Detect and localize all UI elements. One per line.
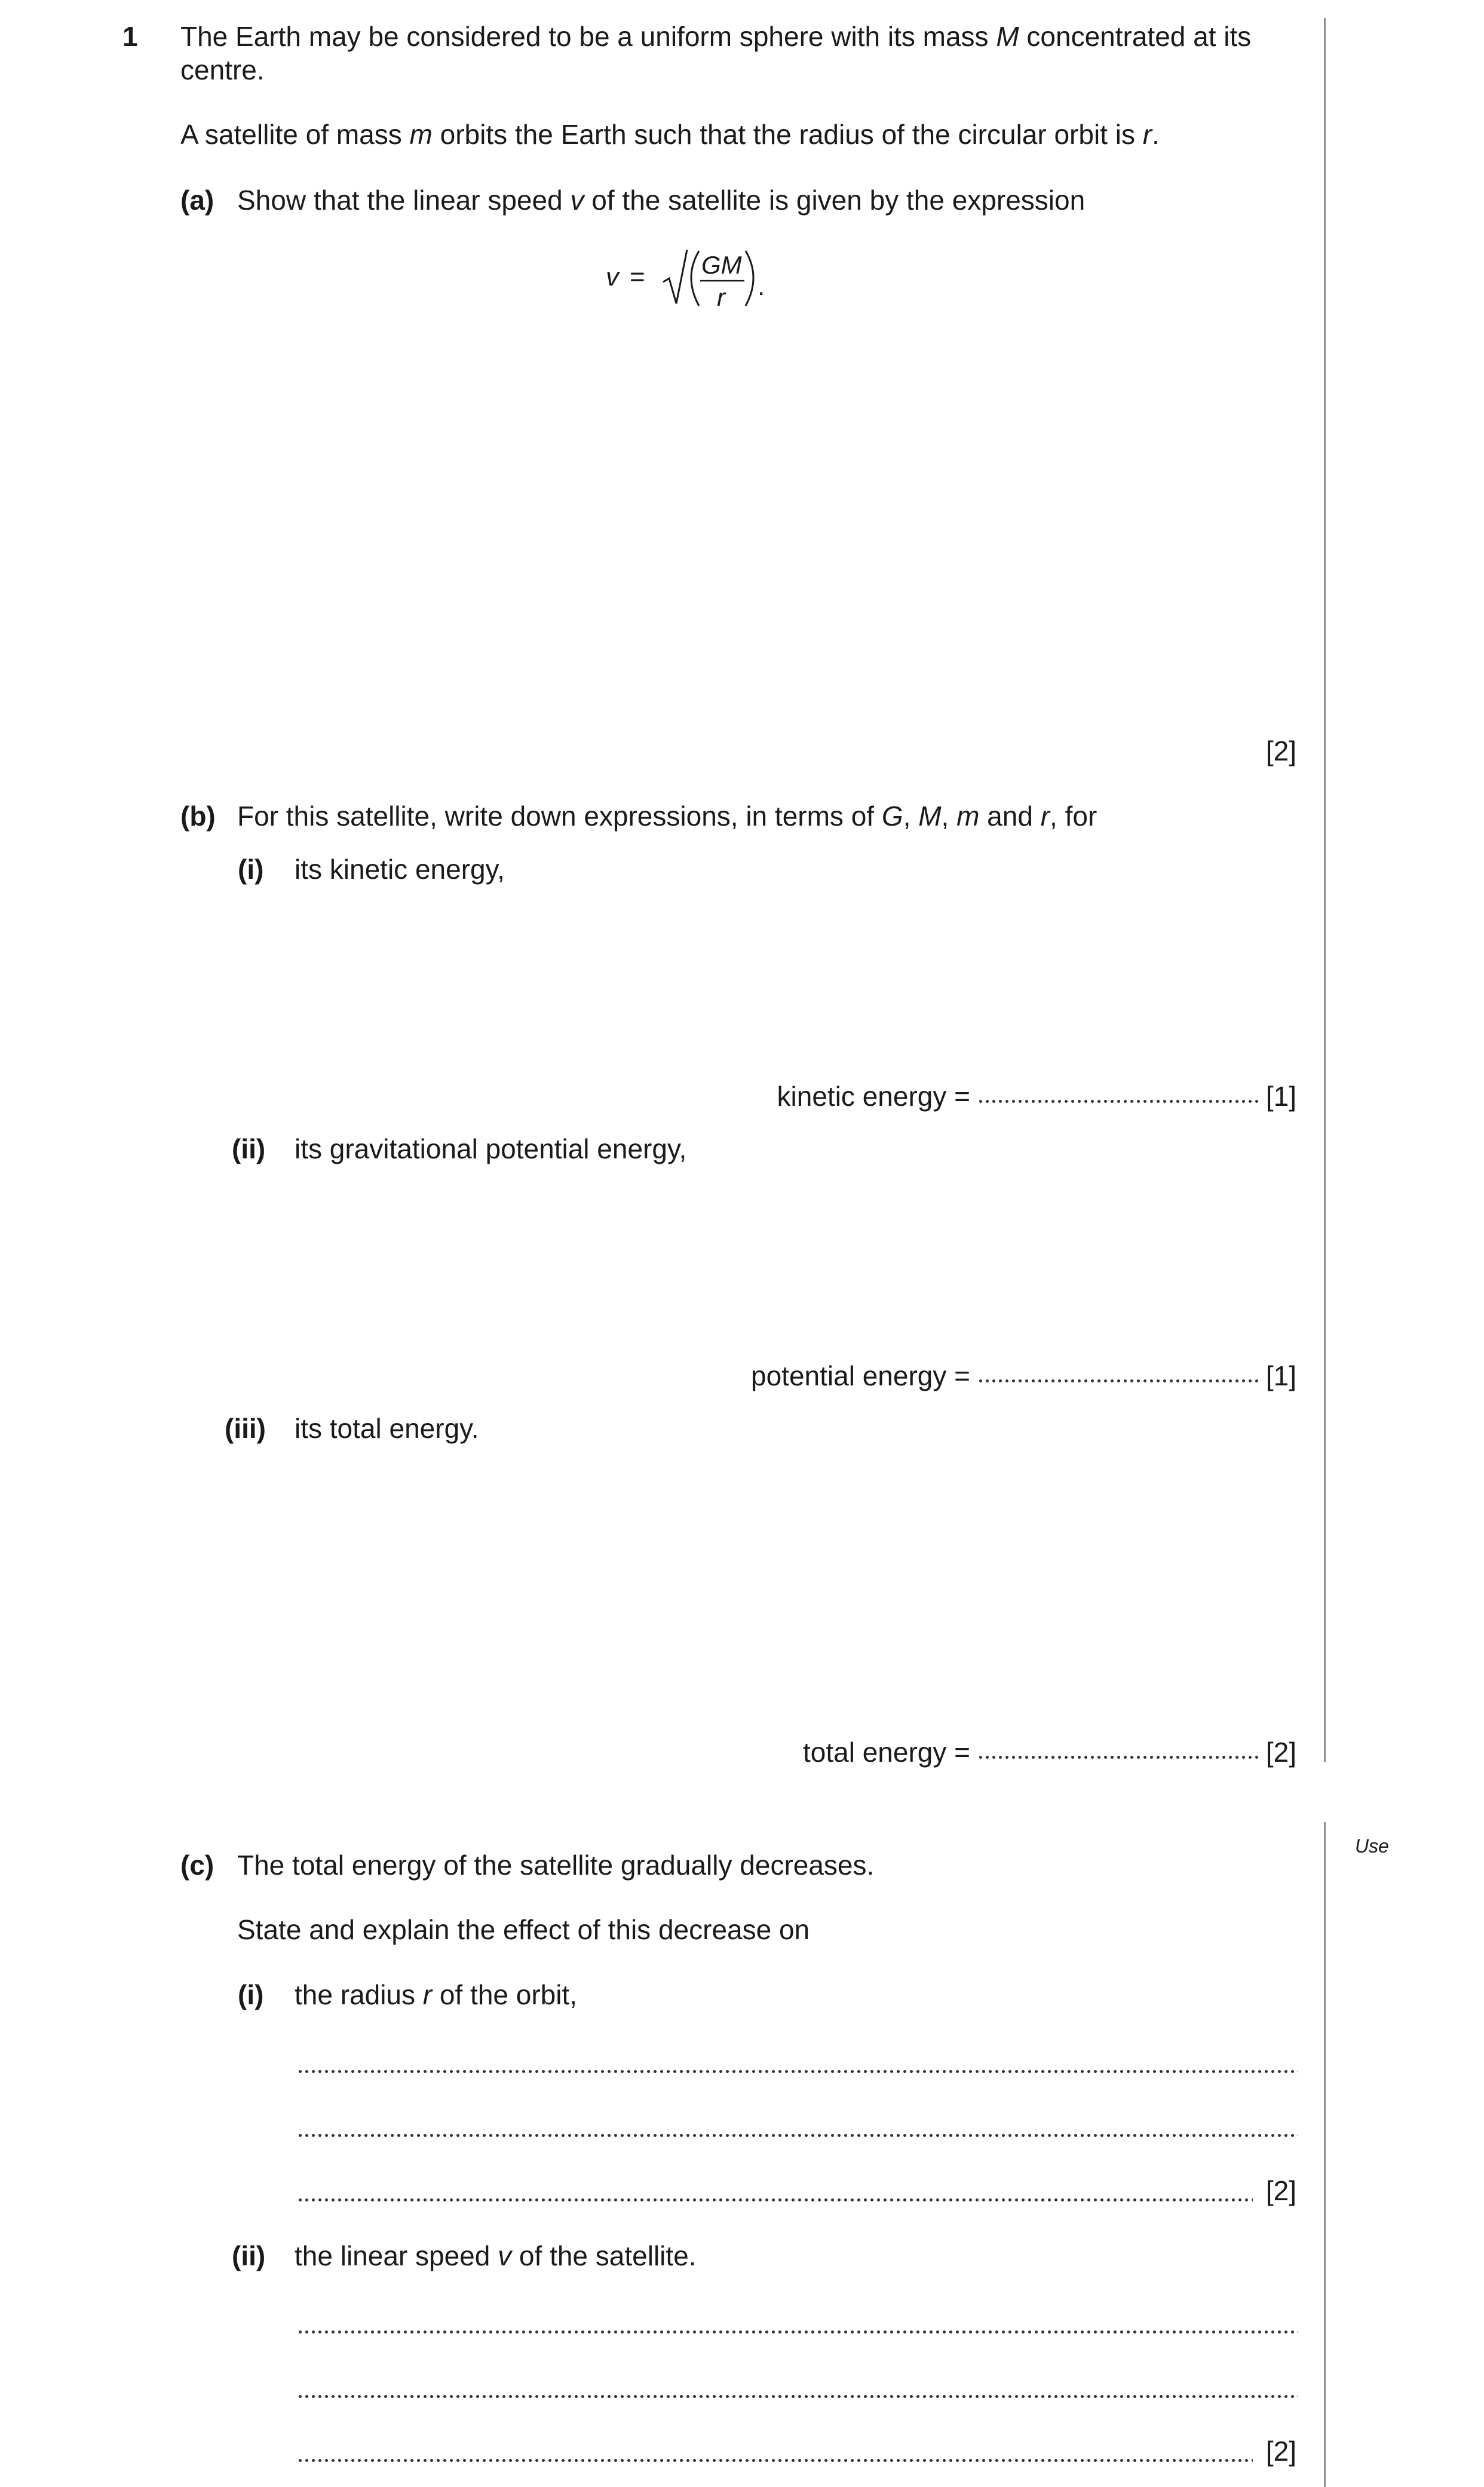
part-a-label: (a) bbox=[180, 185, 214, 216]
potential-energy-answer-line[interactable] bbox=[977, 1360, 1258, 1387]
formula-period: . bbox=[758, 272, 765, 301]
formula-lhs: v bbox=[606, 262, 619, 292]
formula-numerator: GM bbox=[701, 251, 742, 279]
right-paren bbox=[746, 251, 753, 306]
kinetic-energy-label: kinetic energy = bbox=[777, 1081, 970, 1112]
margin-note: Use bbox=[1355, 1835, 1389, 1857]
sqrt-sign bbox=[663, 250, 687, 303]
part-c-ii-text: the linear speed v of the satellite. bbox=[295, 2240, 697, 2271]
formula-equals: = bbox=[630, 262, 645, 292]
total-energy-marks: [2] bbox=[1265, 1737, 1296, 1768]
part-c-label: (c) bbox=[180, 1850, 214, 1881]
part-c-i-text: the radius r of the orbit, bbox=[295, 1979, 578, 2010]
part-c-ii-label: (ii) bbox=[232, 2240, 266, 2271]
radius-answer-line-1[interactable] bbox=[297, 2059, 1298, 2077]
potential-energy-marks: [1] bbox=[1265, 1360, 1296, 1391]
speed-formula bbox=[603, 239, 783, 317]
question-intro-line1: The Earth may be considered to be a uniform sphere with its mass M concentrated at its bbox=[180, 21, 1252, 52]
part-c-text: The total energy of the satellite gradually decreases. bbox=[237, 1850, 875, 1881]
potential-energy-label: potential energy = bbox=[751, 1360, 970, 1391]
kinetic-energy-marks: [1] bbox=[1265, 1081, 1296, 1112]
total-energy-label: total energy = bbox=[802, 1737, 970, 1768]
part-c-ii-marks: [2] bbox=[1265, 2436, 1296, 2467]
margin-rule-bottom bbox=[1324, 1822, 1326, 2487]
radius-answer-line-2[interactable] bbox=[297, 2123, 1298, 2141]
part-b-i-text: its kinetic energy, bbox=[295, 854, 505, 885]
part-b-text: For this satellite, write down expressions, in terms of G, M, m and r, for bbox=[237, 801, 1097, 832]
speed-answer-line-3[interactable] bbox=[297, 2448, 1253, 2465]
satellite-statement: A satellite of mass m orbits the Earth such that the radius of the circular orbit is r. bbox=[180, 119, 1160, 150]
total-energy-answer-line[interactable] bbox=[977, 1736, 1258, 1764]
question-intro-line2: centre. bbox=[180, 54, 265, 85]
part-b-i-label: (i) bbox=[238, 854, 264, 885]
part-a-marks: [2] bbox=[1265, 735, 1296, 766]
question-number: 1 bbox=[122, 21, 138, 52]
margin-rule-top bbox=[1324, 18, 1326, 1762]
kinetic-energy-answer-line[interactable] bbox=[977, 1080, 1258, 1108]
part-b-label: (b) bbox=[180, 801, 216, 832]
part-b-ii-text: its gravitational potential energy, bbox=[295, 1133, 687, 1164]
part-c-i-marks: [2] bbox=[1265, 2175, 1296, 2206]
part-a-text: Show that the linear speed v of the satellite is given by the expression bbox=[237, 185, 1086, 216]
part-b-ii-label: (ii) bbox=[232, 1133, 266, 1164]
part-c-instruction: State and explain the effect of this decrease on bbox=[237, 1914, 810, 1945]
part-c-i-label: (i) bbox=[238, 1979, 264, 2010]
radius-answer-line-3[interactable] bbox=[297, 2187, 1253, 2205]
left-paren bbox=[691, 251, 699, 306]
part-b-iii-text: its total energy. bbox=[295, 1413, 479, 1444]
formula-denominator: r bbox=[717, 283, 725, 311]
speed-answer-line-1[interactable] bbox=[297, 2319, 1298, 2337]
speed-answer-line-2[interactable] bbox=[297, 2384, 1298, 2402]
part-b-iii-label: (iii) bbox=[225, 1413, 266, 1444]
